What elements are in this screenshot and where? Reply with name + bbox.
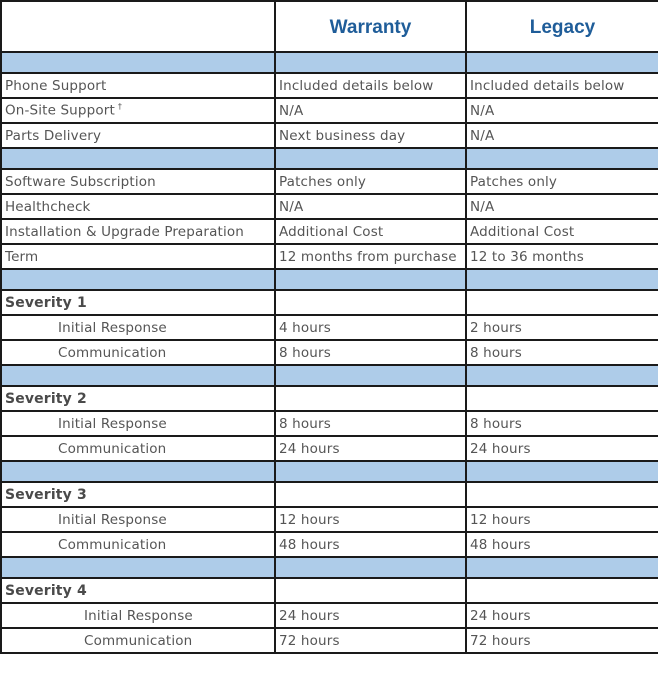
separator-row [1,148,658,169]
legacy-value: Patches only [466,169,658,194]
separator-row [1,52,658,73]
row-label: Phone Support [1,73,275,98]
table-row-software-subscription [1,169,658,194]
warranty-value: 12 months from purchase [275,244,466,269]
separator-row [1,557,658,578]
warranty-value: 12 hours [275,507,466,532]
separator-row [1,269,658,290]
row-label: Initial Response [1,603,275,628]
table-row-communication [1,532,658,557]
warranty-value: 72 hours [275,628,466,653]
legacy-value: 12 hours [466,507,658,532]
warranty-value: Next business day [275,123,466,148]
separator-row [1,461,658,482]
warranty-value: 24 hours [275,436,466,461]
column-header-warranty-text: Warranty [329,16,412,38]
table-row-on-site-support [1,98,658,123]
table-row-term [1,244,658,269]
row-label: Communication [1,532,275,557]
warranty-value: Additional Cost [275,219,466,244]
warranty-value: 48 hours [275,532,466,557]
legacy-value: 12 to 36 months [466,244,658,269]
column-header-legacy-text: Legacy [529,16,596,38]
severity-header-row [1,482,658,507]
row-label: Installation & Upgrade Preparation [1,219,275,244]
legacy-value: 24 hours [466,436,658,461]
row-label: Initial Response [1,507,275,532]
warranty-value: 24 hours [275,603,466,628]
warranty-value: N/A [275,194,466,219]
legacy-value: Included details below [466,73,658,98]
header-blank-cell [1,1,275,52]
table-row-initial-response [1,315,658,340]
table-row-parts-delivery [1,123,658,148]
row-label: Communication [1,628,275,653]
column-header-warranty [275,1,466,52]
severity-title: Severity 4 [1,578,275,603]
legacy-value: 2 hours [466,315,658,340]
row-label: Initial Response [1,315,275,340]
table-row-initial-response [1,411,658,436]
legacy-value: N/A [466,194,658,219]
legacy-value: 72 hours [466,628,658,653]
severity-title: Severity 3 [1,482,275,507]
warranty-value: Included details below [275,73,466,98]
severity-header-row [1,386,658,411]
warranty-value: Patches only [275,169,466,194]
row-label: Healthcheck [1,194,275,219]
row-label-cell [1,98,275,123]
severity-title: Severity 2 [1,386,275,411]
table-row-phone-support [1,73,658,98]
legacy-value: 48 hours [466,532,658,557]
row-label: Communication [1,340,275,365]
warranty-value: 8 hours [275,411,466,436]
legacy-value: 8 hours [466,411,658,436]
severity-header-row [1,290,658,315]
legacy-value: 24 hours [466,603,658,628]
header-row [1,1,658,52]
table-row-communication [1,340,658,365]
table-row-communication [1,436,658,461]
legacy-value: 8 hours [466,340,658,365]
row-label: Communication [1,436,275,461]
legacy-value: Additional Cost [466,219,658,244]
legacy-value: N/A [466,98,658,123]
row-label: Term [1,244,275,269]
legacy-value: N/A [466,123,658,148]
warranty-value: N/A [275,98,466,123]
severity-header-row [1,578,658,603]
row-label: Parts Delivery [1,123,275,148]
row-label: Software Subscription [1,169,275,194]
severity-title: Severity 1 [1,290,275,315]
table-row-installation-upgrade [1,219,658,244]
row-label: On-Site Support [5,102,115,119]
table-row-healthcheck [1,194,658,219]
separator-row [1,365,658,386]
table-row-initial-response [1,507,658,532]
table-row-initial-response [1,603,658,628]
warranty-value: 8 hours [275,340,466,365]
footnote-mark: † [117,102,123,112]
column-header-legacy [466,1,658,52]
table-row-communication [1,628,658,653]
row-label: Initial Response [1,411,275,436]
warranty-value: 4 hours [275,315,466,340]
